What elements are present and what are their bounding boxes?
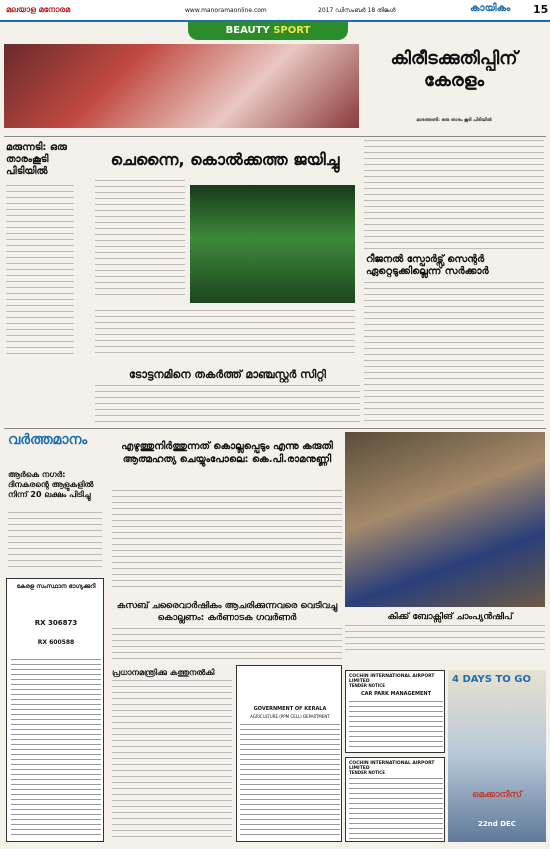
beauty-sport-banner [188,22,348,40]
cochin1-notice: CAR PARK MANAGEMENT [360,691,432,697]
website-url[interactable]: www.manoramaonline.com [185,7,267,14]
cochin-ad-2 [345,757,445,842]
section-title: കായികം [470,3,511,14]
sports-centre-headline: റീജനൽ സ്പോർട്സ് സെന്റർ ഏറ്റെടുക്കില്ലെന്ന് സർക്കാർ [366,254,489,277]
cochin1-body [349,701,443,751]
gov-body [240,724,340,839]
kick-caption: കിക്ക് ബോക്സിങ് ചാംപ്യൻഷിപ് [387,612,513,622]
lead-photo [4,44,359,128]
lottery-title: കേരള സംസ്ഥാന ഭാഗ്യക്കുറി [16,583,96,590]
divider-2 [4,428,546,429]
masthead [0,0,550,22]
isl-photo [190,185,355,303]
cochin2-tender: TENDER NOTICE [349,770,385,775]
kickboxing-photo [345,432,545,607]
kasab-body [112,628,342,663]
kick-body [345,625,545,655]
isl-body-2 [95,310,355,358]
cochin1-title: COCHIN INTERNATIONAL AIRPORT LIMITED [349,674,435,684]
lottery-ad [6,578,104,842]
cochin2-body [349,778,443,840]
kasab-headline: കസബ് ചരൈവാർഷികം ആചരിക്കുന്നവരെ വെടിവച്ചു കൊല്ലണം: കർണാടക ഗവർണർ [116,601,338,623]
gov-sub: AGRICULTURE (PPM CELL) DEPARTMENT [250,714,330,719]
cochin2-title: COCHIN INTERNATIONAL AIRPORT LIMITED [349,761,435,771]
prathi-title: പ്രധാനമന്ത്രിക്കു കത്തുനൽകി [112,668,215,677]
lottery-winner: RX 306873 [34,619,78,627]
divider [4,136,546,137]
isl-headline: ചെന്നൈ, കൊൽക്കത്ത ജയിച്ചു [110,150,340,169]
sub1-headline: മരുന്നടി: ഒരു താരംകൂടി പിടിയിൽ [6,142,67,177]
cochin-ad-1 [345,670,445,753]
gov-ad [236,665,342,842]
banner-label-b: SPORT [273,25,311,36]
cochin1-tender: TENDER NOTICE [349,683,385,688]
varthamanam-body [8,512,102,572]
varthamanam-headline: ആർകെ നഗർ: ദിനകരന്റെ ആളുകളിൽ നിന്ന് 20 ലക്ഷം പിടിച്ചു [8,470,94,499]
centre-headline: എഴുത്തുനിർത്തുന്നത് കൊല്ലപ്പെടും എന്നു കരുതി ആത്മഹത്യ ചെയ്യുംപോലെ: കെ.പി.രാമനുണ്ണി [121,441,333,465]
movie-ad [448,670,546,842]
movie-title: മെക്കാനിസ് [472,790,522,800]
movie-release: 22nd DEC [478,820,516,828]
page-number: 15 [533,3,549,16]
gov-title: GOVERNMENT OF KERALA [253,706,327,712]
varthamanam-title: വർത്തമാനം [8,432,88,448]
city-body [95,385,360,425]
newspaper-logo: മലയാള മനോരമ [6,5,71,14]
lead-headline: കിരീടക്കുതിപ്പിന് കേരളം [390,48,518,91]
lottery-second: RX 600588 [37,639,75,646]
city-headline: ടോട്ടനമിനെ തകർത്ത് മാഞ്ചസ്റ്റർ സിറ്റി [129,368,326,381]
banner-label-a: BEAUTY [225,25,270,36]
sub1-body [6,185,74,355]
lottery-numbers [11,659,101,835]
prathi-body [112,680,232,840]
centre-body [112,490,342,590]
sports-centre-body [364,282,544,422]
issue-date: 2017 ഡിസംബർ 18 തിങ്കൾ [318,7,396,14]
movie-countdown: 4 DAYS TO GO [452,674,531,685]
lead-kicker: മാരത്തൺ: ഒരു താരം കൂടി പിടിയിൽ [416,118,492,123]
lead-body [364,140,544,250]
isl-body [95,180,185,300]
